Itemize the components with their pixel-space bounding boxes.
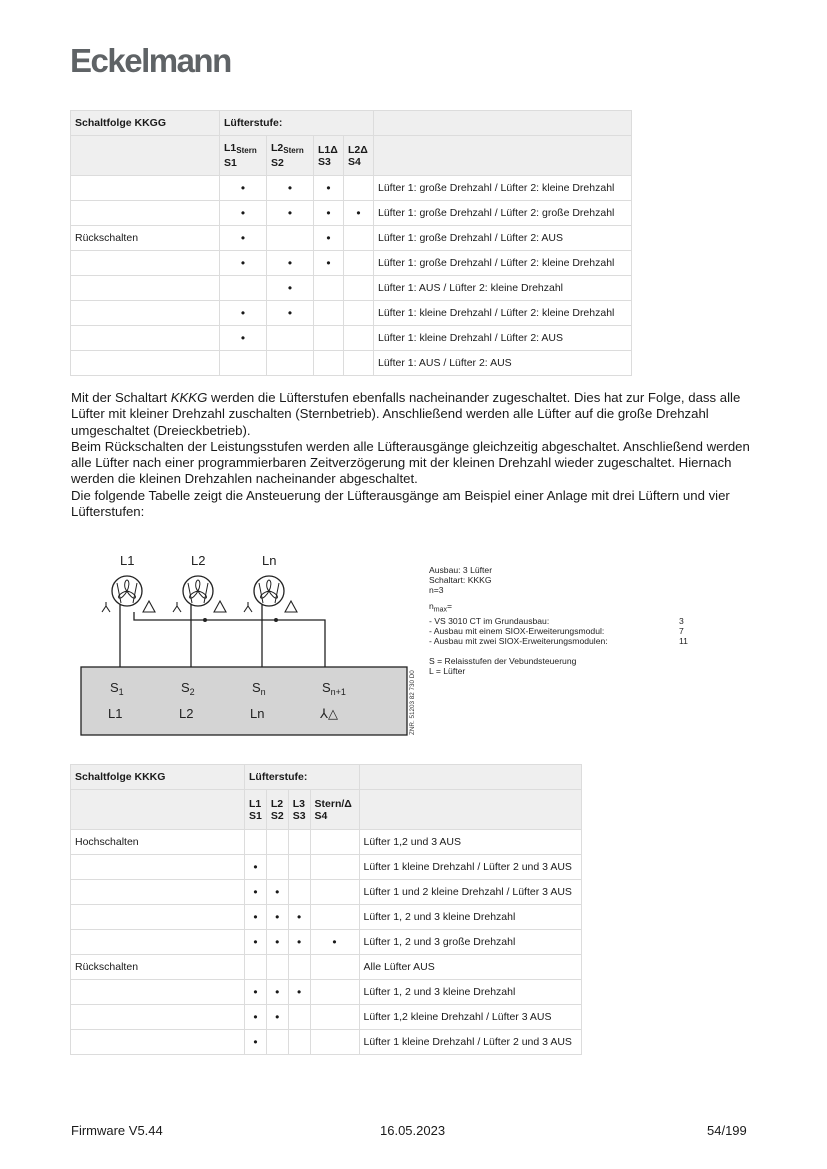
stage-mark [288, 955, 310, 980]
row-description: Alle Lüfter AUS [359, 955, 581, 980]
row-description: Lüfter 1: große Drehzahl / Lüfter 2: kleine Drehzahl [374, 176, 632, 201]
stage-mark: • [220, 301, 267, 326]
stage-mark [267, 226, 314, 251]
row-description: Lüfter 1: große Drehzahl / Lüfter 2: kleine Drehzahl [374, 251, 632, 276]
table1-title: Schaltfolge KKGG [71, 111, 220, 136]
column-header: $L1_{Stern}$ S1 [220, 136, 267, 176]
row-label [71, 930, 245, 955]
star-connection-icon [173, 602, 181, 612]
fan-symbol [102, 553, 155, 680]
table-row [71, 351, 632, 376]
stage-mark [310, 1030, 359, 1055]
stage-mark [344, 326, 374, 351]
table-schaltfolge-kkkg [70, 764, 582, 1055]
row-description: Lüfter 1,2 kleine Drehzahl / Lüfter 3 AUS [359, 1005, 581, 1030]
table-row [71, 301, 632, 326]
legend-item: - VS 3010 CT im Grundausbau: 3 [429, 615, 684, 626]
stage-mark: • [310, 930, 359, 955]
stage-mark: • [266, 905, 288, 930]
stage-mark [310, 830, 359, 855]
row-label: Hochschalten [71, 830, 245, 855]
stage-mark [314, 276, 344, 301]
row-label [71, 326, 220, 351]
stage-mark [344, 276, 374, 301]
table-row [71, 830, 582, 855]
row-label [71, 301, 220, 326]
table-row [71, 930, 582, 955]
paragraph-2: Beim Rückschalten der Leistungsstufen werden alle Lüfterausgänge gleichzeitig abgeschaltet. Anschließend werden alle Lüfter nach einer programmierbaren Zeitverzögerung mit der kleinen Drehzahl wieder zugeschaltet. Hiernach werden die kleinen Drehzahlen nacheinander abgeschaltet. [71, 438, 750, 487]
stage-mark: • [288, 980, 310, 1005]
column-header: L2 S2 [266, 790, 288, 830]
table-row [71, 276, 632, 301]
row-label: Rückschalten [71, 955, 245, 980]
stage-mark [245, 955, 267, 980]
table-row [71, 955, 582, 980]
table-row [71, 1005, 582, 1030]
table-row [71, 226, 632, 251]
stage-mark: • [266, 980, 288, 1005]
delta-connection-icon [214, 601, 226, 612]
relay-stage-label: $S_1$ [110, 680, 124, 697]
controller-box [81, 667, 407, 735]
footer-page-number: 54/199 [707, 1123, 747, 1138]
row-label [71, 855, 245, 880]
row-description: Lüfter 1,2 und 3 AUS [359, 830, 581, 855]
row-label [71, 905, 245, 930]
stage-mark [266, 830, 288, 855]
relay-stage-label: $S_n$ [252, 680, 266, 697]
row-description: Lüfter 1 kleine Drehzahl / Lüfter 2 und 3 AUS [359, 855, 581, 880]
stage-mark [220, 351, 267, 376]
table-row [71, 201, 632, 226]
diagram-legend: Ausbau: 3 Lüfter Schaltart: KKKG n=3 $n_{max}=$ - VS 3010 CT im Grundausbau: 3 - Ausbau mit einem SIOX-Erweiterungsmodul: 7 - Ausbau mit zwei SIOX-Erweiterungsmodulen: 11 S = Relaisstufen der Vebundsteuerung L = Lüfter [429, 565, 688, 677]
schaltart-name: KKKG [170, 390, 208, 405]
row-label [71, 176, 220, 201]
relay-stage-label: $S_2$ [181, 680, 195, 697]
stage-mark [344, 251, 374, 276]
stage-mark [288, 855, 310, 880]
row-description: Lüfter 1: große Drehzahl / Lüfter 2: große Drehzahl [374, 201, 632, 226]
table-schaltfolge-kkgg [70, 110, 632, 376]
star-connection-icon [244, 602, 252, 612]
stage-mark: • [288, 930, 310, 955]
footer-date: 16.05.2023 [380, 1123, 446, 1138]
stage-mark: • [245, 980, 267, 1005]
paragraph-1: Mit der Schaltart KKKG werden die Lüfterstufen ebenfalls nacheinander zugeschaltet. Dies hat zur Folge, dass alle Lüfter mit kleiner Drehzahl zuschalten (Sternbetrieb). Anschließend werden alle Lüfter auf die große Drehzahl umgeschaltet (Dreieckbetrieb). [71, 390, 741, 438]
stage-mark: • [344, 201, 374, 226]
junction-dot [274, 618, 278, 622]
stage-mark: • [266, 1005, 288, 1030]
stage-mark: • [245, 1005, 267, 1030]
delta-connection-icon [285, 601, 297, 612]
stage-mark: • [245, 880, 267, 905]
stage-mark [267, 351, 314, 376]
fan-label: Ln [262, 553, 277, 568]
stage-mark: • [266, 930, 288, 955]
delta-connection-icon [143, 601, 155, 612]
stage-mark [310, 1005, 359, 1030]
stage-mark: • [245, 1030, 267, 1055]
stage-mark: • [314, 176, 344, 201]
stage-mark [314, 326, 344, 351]
stage-mark [314, 351, 344, 376]
stage-mark: • [266, 880, 288, 905]
row-description: Lüfter 1: AUS / Lüfter 2: AUS [374, 351, 632, 376]
row-description: Lüfter 1: AUS / Lüfter 2: kleine Drehzahl [374, 276, 632, 301]
stage-mark [288, 880, 310, 905]
stage-mark [314, 301, 344, 326]
row-description: Lüfter 1: kleine Drehzahl / Lüfter 2: AUS [374, 326, 632, 351]
row-description: Lüfter 1: große Drehzahl / Lüfter 2: AUS [374, 226, 632, 251]
stage-mark: • [314, 251, 344, 276]
stage-mark: • [267, 251, 314, 276]
relay-fan-label: L2 [179, 706, 194, 721]
stage-mark [288, 830, 310, 855]
table-row [71, 1030, 582, 1055]
stage-mark: • [267, 276, 314, 301]
stage-mark [344, 226, 374, 251]
row-label [71, 1030, 245, 1055]
table-row [71, 855, 582, 880]
delta-bus-line [134, 612, 325, 668]
stage-mark [310, 980, 359, 1005]
stage-mark [310, 955, 359, 980]
body-text [71, 390, 761, 520]
stage-mark [267, 326, 314, 351]
table-row [71, 251, 632, 276]
column-header: Stern/Δ S4 [310, 790, 359, 830]
stage-mark: • [220, 201, 267, 226]
row-description: Lüfter 1 und 2 kleine Drehzahl / Lüfter 3 AUS [359, 880, 581, 905]
stage-mark [288, 1030, 310, 1055]
wiring-diagram [70, 548, 420, 740]
fan-symbol [173, 553, 226, 680]
stage-mark [288, 1005, 310, 1030]
stage-mark: • [220, 226, 267, 251]
stage-mark: • [220, 326, 267, 351]
stage-mark: • [245, 905, 267, 930]
fan-label: L1 [120, 553, 135, 568]
stage-mark [310, 855, 359, 880]
column-header: L1 S1 [245, 790, 267, 830]
stage-mark: • [314, 226, 344, 251]
relay-fan-label: L1 [108, 706, 123, 721]
stage-mark [245, 830, 267, 855]
row-label [71, 1005, 245, 1030]
stage-mark [344, 301, 374, 326]
nmax-label: $n_{max}=$ [429, 600, 453, 614]
row-label [71, 276, 220, 301]
fan-symbol [244, 553, 297, 680]
row-description: Lüfter 1, 2 und 3 kleine Drehzahl [359, 905, 581, 930]
relay-fan-label: Ln [250, 706, 265, 721]
table2-group-label: Lüfterstufe: [245, 765, 360, 790]
stage-mark: • [288, 905, 310, 930]
table1-group-label: Lüfterstufe: [220, 111, 374, 136]
stage-mark: • [245, 930, 267, 955]
stage-mark: • [220, 176, 267, 201]
table-row [71, 880, 582, 905]
paragraph-3: Die folgende Tabelle zeigt die Ansteuerung der Lüfterausgänge am Beispiel einer Anlage mit drei Lüftern und vier Lüfterstufen: [71, 487, 730, 520]
stage-mark [266, 955, 288, 980]
row-label [71, 880, 245, 905]
row-description: Lüfter 1, 2 und 3 kleine Drehzahl [359, 980, 581, 1005]
junction-dot [203, 618, 207, 622]
legend-item: - Ausbau mit zwei SIOX-Erweiterungsmodulen: 11 [429, 635, 688, 646]
table-row [71, 905, 582, 930]
column-header: L1Δ S3 [314, 136, 344, 176]
column-header: L2Δ S4 [344, 136, 374, 176]
table-row [71, 176, 632, 201]
drawing-number: ZNR. 51203 82 730 D0 [409, 670, 416, 735]
stage-mark [266, 855, 288, 880]
table2-title: Schaltfolge KKKG [71, 765, 245, 790]
stage-mark [310, 880, 359, 905]
legend-item: - Ausbau mit einem SIOX-Erweiterungsmodul: 7 [429, 625, 684, 636]
stage-mark: • [220, 251, 267, 276]
stage-mark: • [267, 301, 314, 326]
fan-label: L2 [191, 553, 206, 568]
stage-mark: • [267, 176, 314, 201]
footer-firmware: Firmware V5.44 [71, 1123, 163, 1138]
eckelmann-logo: Eckelmann [70, 42, 231, 79]
stage-mark [344, 351, 374, 376]
table-row [71, 980, 582, 1005]
stage-mark: • [267, 201, 314, 226]
row-description: Lüfter 1: kleine Drehzahl / Lüfter 2: kleine Drehzahl [374, 301, 632, 326]
table-row [71, 326, 632, 351]
row-description: Lüfter 1, 2 und 3 große Drehzahl [359, 930, 581, 955]
row-label [71, 351, 220, 376]
stage-mark [266, 1030, 288, 1055]
row-label [71, 201, 220, 226]
relay-fan-label: ⅄△ [320, 706, 338, 721]
stage-mark: • [245, 855, 267, 880]
stage-mark [310, 905, 359, 930]
relay-stage-label: $S_{n+1}$ [322, 680, 346, 697]
row-label [71, 980, 245, 1005]
stage-mark [344, 176, 374, 201]
stage-mark [220, 276, 267, 301]
row-description: Lüfter 1 kleine Drehzahl / Lüfter 2 und 3 AUS [359, 1030, 581, 1055]
row-label [71, 251, 220, 276]
column-header: L3 S3 [288, 790, 310, 830]
row-label: Rückschalten [71, 226, 220, 251]
column-header: $L2_{Stern}$ S2 [267, 136, 314, 176]
star-connection-icon [102, 602, 110, 612]
stage-mark: • [314, 201, 344, 226]
